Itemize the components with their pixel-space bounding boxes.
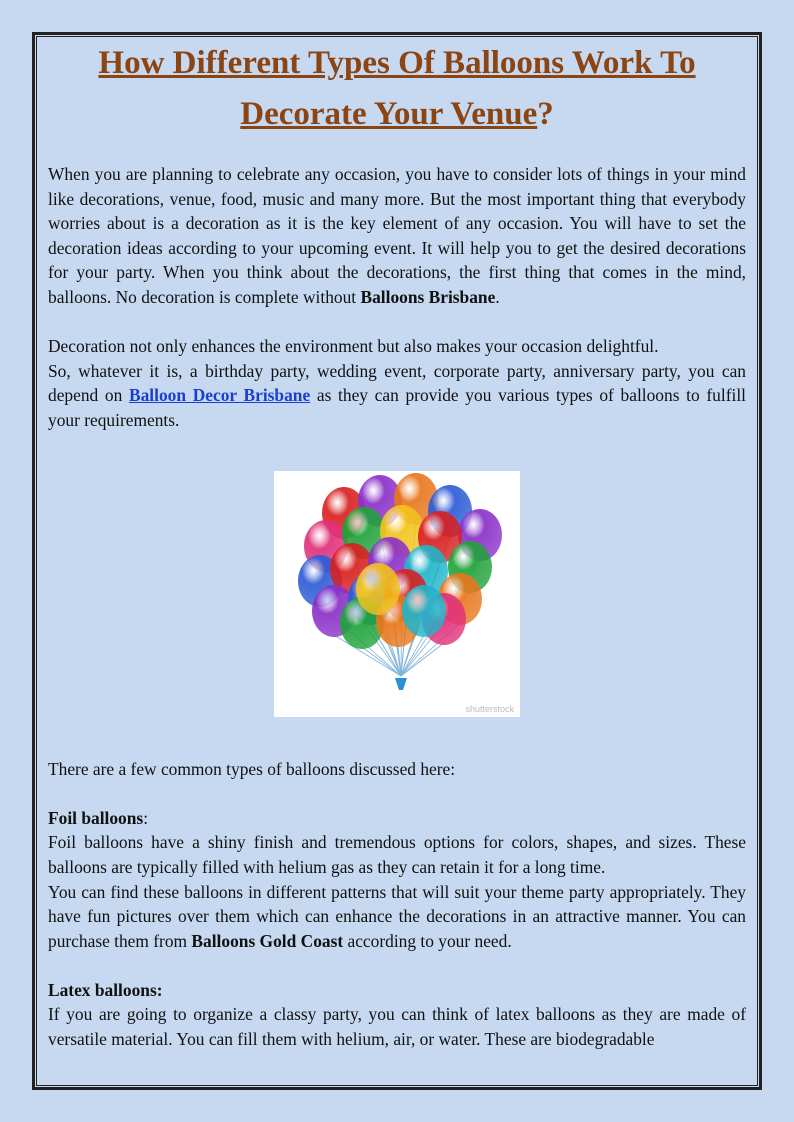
document-body <box>48 38 746 1052</box>
title-line-1: How Different Types Of Balloons Work To <box>98 45 696 81</box>
foil-paragraph-2 <box>48 880 746 954</box>
balloons-gold-coast-bold: Balloons Gold Coast <box>191 930 344 951</box>
title-question-mark: ? <box>537 96 554 132</box>
para2-paragraph <box>48 359 746 433</box>
foil-heading-colon: : <box>143 807 149 828</box>
image-watermark: shutterstock <box>465 703 514 714</box>
foil-heading-text: Foil balloons <box>48 807 144 828</box>
balloon <box>356 563 400 615</box>
balloons-image <box>274 471 520 717</box>
page-title <box>48 38 746 140</box>
latex-heading: Latex balloons: <box>48 979 163 1000</box>
foil-heading <box>48 806 746 831</box>
foil-text-before: You can find these balloons in different patterns that will suit your theme party appropriately. They have fun pictures over them which can enhance the decorations in an attractive manner. You can purchase them from <box>48 881 746 951</box>
foil-text-after: according to your need. <box>343 930 512 951</box>
types-intro: There are a few common types of balloons discussed here: <box>48 758 456 779</box>
intro-text: When you are planning to celebrate any occasion, you have to consider lots of things in your mind like decorations, venue, food, music and many more. But the most important thing that everybody worries about is a decoration as it is the key element of any occasion. You will have to set the decoration ideas according to your upcoming event. It will help you to get the desired decorations for your party. When you think about the decorations, the first thing that comes in the mind, balloons. No decoration is complete without <box>48 164 746 307</box>
balloon-bunch-illustration <box>274 471 520 717</box>
para2-text-after: as they can provide you various types of balloons to fulfill your requirements. <box>48 385 746 430</box>
balloons-brisbane-bold: Balloons Brisbane <box>360 286 496 307</box>
balloon <box>402 585 446 637</box>
intro-end: . <box>495 286 500 307</box>
foil-paragraph-1: Foil balloons have a shiny finish and tremendous options for colors, shapes, and sizes. These balloons are typically filled with helium gas as they can retain it for a long time. <box>48 832 746 877</box>
para2-text-before: So, whatever it is, a birthday party, wedding event, corporate party, anniversary party, you can depend on <box>48 360 746 406</box>
balloon-string <box>401 643 444 676</box>
latex-paragraph: If you are going to organize a classy party, you can think of latex balloons as they are made of versatile material. You can fill them with helium, air, or water. These are biodegradable <box>48 1004 746 1050</box>
balloon-decor-brisbane-link[interactable]: Balloon Decor Brisbane <box>129 385 311 406</box>
balloon-ribbon-tie <box>395 678 407 690</box>
intro-paragraph <box>48 162 746 310</box>
para2-line1: Decoration not only enhances the environment but also makes your occasion delightful. <box>48 336 659 357</box>
title-link[interactable]: Decorate Your Venue <box>240 96 538 132</box>
